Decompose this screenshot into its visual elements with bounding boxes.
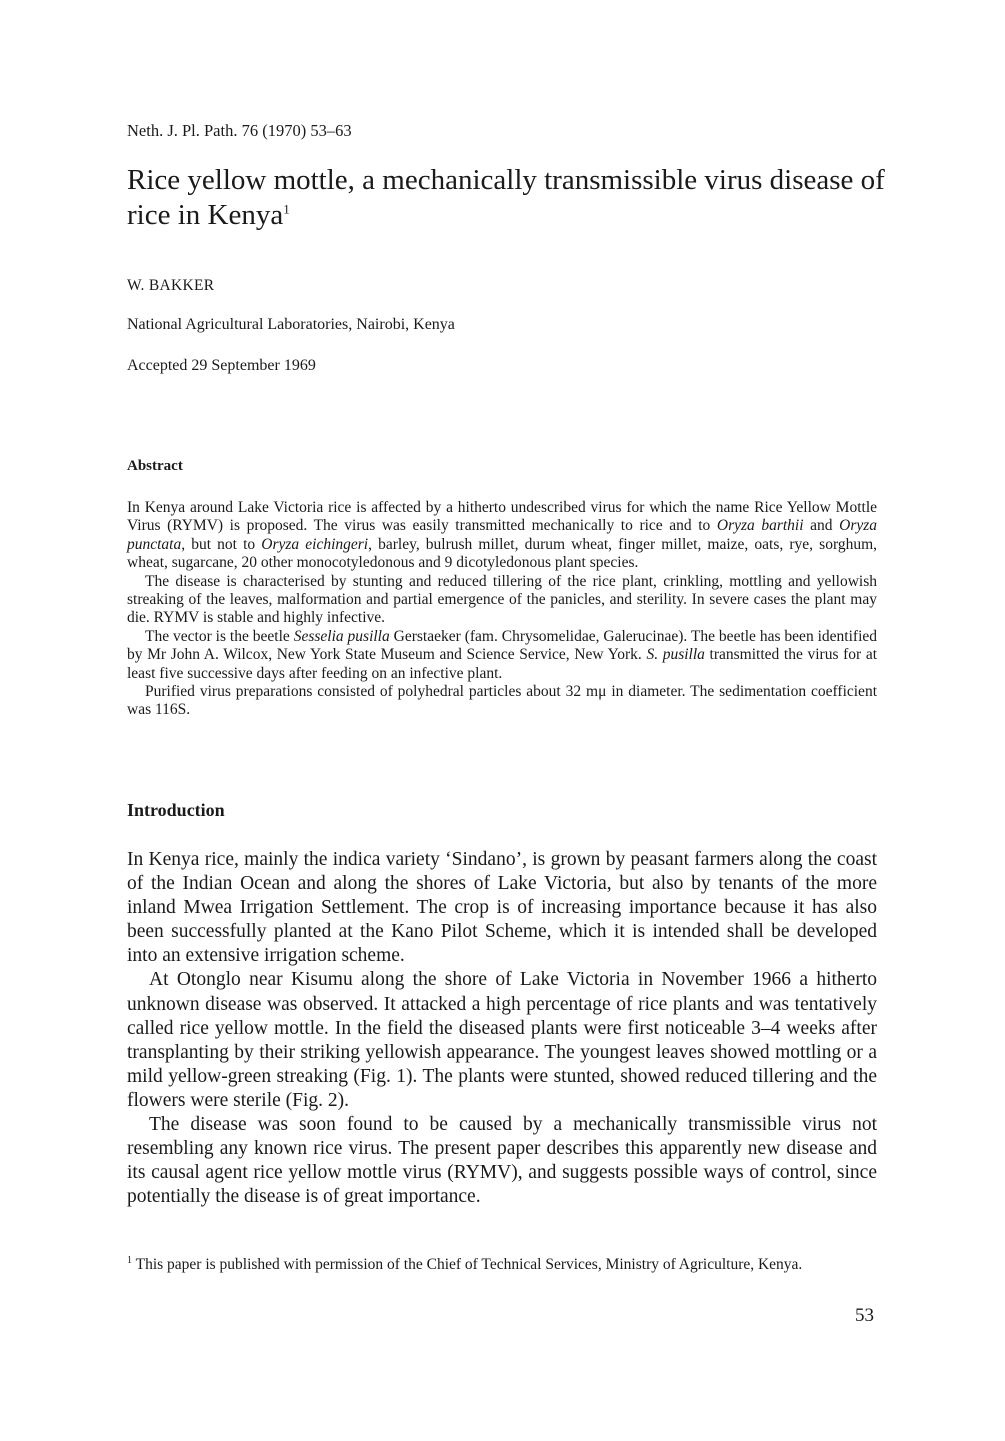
abstract-body bbox=[127, 499, 877, 720]
title-text: Rice yellow mottle, a mechanically transmissible virus disease of rice in Kenya bbox=[127, 164, 885, 231]
abstract-paragraph: Purified virus preparations consisted of polyhedral particles about 32 mμ in diameter. The sedimentation coefficient was 116S. bbox=[127, 683, 877, 719]
abstract-text: , barley, bulrush millet, durum wheat, finger millet, maize, oats, rye, sorghum, wheat, sugarcane, 20 other monocotyledonous and 9 dicotyledonous plant species. bbox=[127, 535, 878, 572]
body-paragraph: The disease was soon found to be caused by a mechanically transmissible virus not resembling any known rice virus. The present paper describes this apparently new disease and its causal agent rice yellow mottle virus (RYMV), and suggests possible ways of control, since potentially the disease is of great importance. bbox=[127, 1114, 877, 1208]
abstract-text: transmitted the virus for at least five successive days after feeding on an infective plant. bbox=[127, 646, 878, 682]
introduction-body bbox=[127, 848, 877, 1209]
footnote-text: This paper is published with permission of the Chief of Technical Services, Ministry of Agriculture, Kenya. bbox=[132, 1256, 803, 1274]
body-paragraph: In Kenya rice, mainly the indica variety ‘Sindano’, is grown by peasant farmers along the coast of the Indian Ocean and along the shores of Lake Victoria, but also by tenants of the more inland Mwea Irrigation Settlement. The crop is of increasing importance because it has also been successfully planted at the Kano Pilot Scheme, which it is intended shall be developed into an extensive irrigation scheme. bbox=[127, 849, 877, 967]
abstract-heading: Abstract bbox=[127, 458, 183, 474]
introduction-heading: Introduction bbox=[127, 800, 225, 820]
abstract-paragraph: The disease is characterised by stunting and reduced tillering of the rice plant, crinkling, mottling and yellowish streaking of the leaves, malformation and partial emergence of the panicles, and sterility. In severe cases the plant may die. RYMV is stable and highly infective. bbox=[127, 572, 877, 627]
abstract-paragraph bbox=[127, 499, 877, 573]
species-name: Oryza eichingeri bbox=[261, 535, 369, 553]
species-name: Oryza punctata bbox=[127, 517, 878, 553]
abstract-text: Gerstaeker (fam. Chrysomelidae, Galerucinae). The beetle has been identified by Mr John A. Wilcox, New York State Museum and Science Service, New York. bbox=[127, 627, 878, 664]
abstract-text: The vector is the beetle bbox=[145, 627, 294, 645]
accepted-date: Accepted 29 September 1969 bbox=[127, 357, 316, 374]
footnote bbox=[127, 1251, 877, 1274]
page-number: 53 bbox=[855, 1305, 874, 1326]
author-name: W. BAKKER bbox=[127, 277, 215, 294]
abstract-text: and bbox=[803, 517, 840, 535]
abstract-paragraph bbox=[127, 628, 877, 683]
species-name: Sesselia pusilla bbox=[293, 627, 390, 645]
journal-reference: Neth. J. Pl. Path. 76 (1970) 53–63 bbox=[127, 121, 352, 140]
species-name: S. pusilla bbox=[646, 646, 705, 664]
abstract-text: , but not to bbox=[181, 535, 262, 553]
abstract-text: In Kenya around Lake Victoria rice is affected by a hitherto undescribed virus for which the name Rice Yellow Mottle Virus (RYMV) is proposed. The virus was easily transmitted mechanically to rice and to bbox=[127, 499, 877, 535]
footnote-mark: 1 bbox=[127, 1255, 132, 1266]
author-affiliation: National Agricultural Laboratories, Nairobi, Kenya bbox=[127, 316, 455, 333]
paper-title bbox=[127, 163, 887, 233]
title-footnote-mark[interactable]: 1 bbox=[283, 201, 290, 217]
body-paragraph: At Otonglo near Kisumu along the shore of Lake Victoria in November 1966 a hitherto unknown disease was observed. It attacked a high percentage of rice plants and was tentatively called rice yellow mottle. In the field the diseased plants were first noticeable 3–4 weeks after transplanting by their striking yellowish appearance. The youngest leaves showed mottling or a mild yellow-green streaking (Fig. 1). The plants were stunted, showed reduced tillering and the flowers were sterile (Fig. 2). bbox=[127, 969, 877, 1111]
species-name: Oryza barthii bbox=[716, 517, 804, 535]
